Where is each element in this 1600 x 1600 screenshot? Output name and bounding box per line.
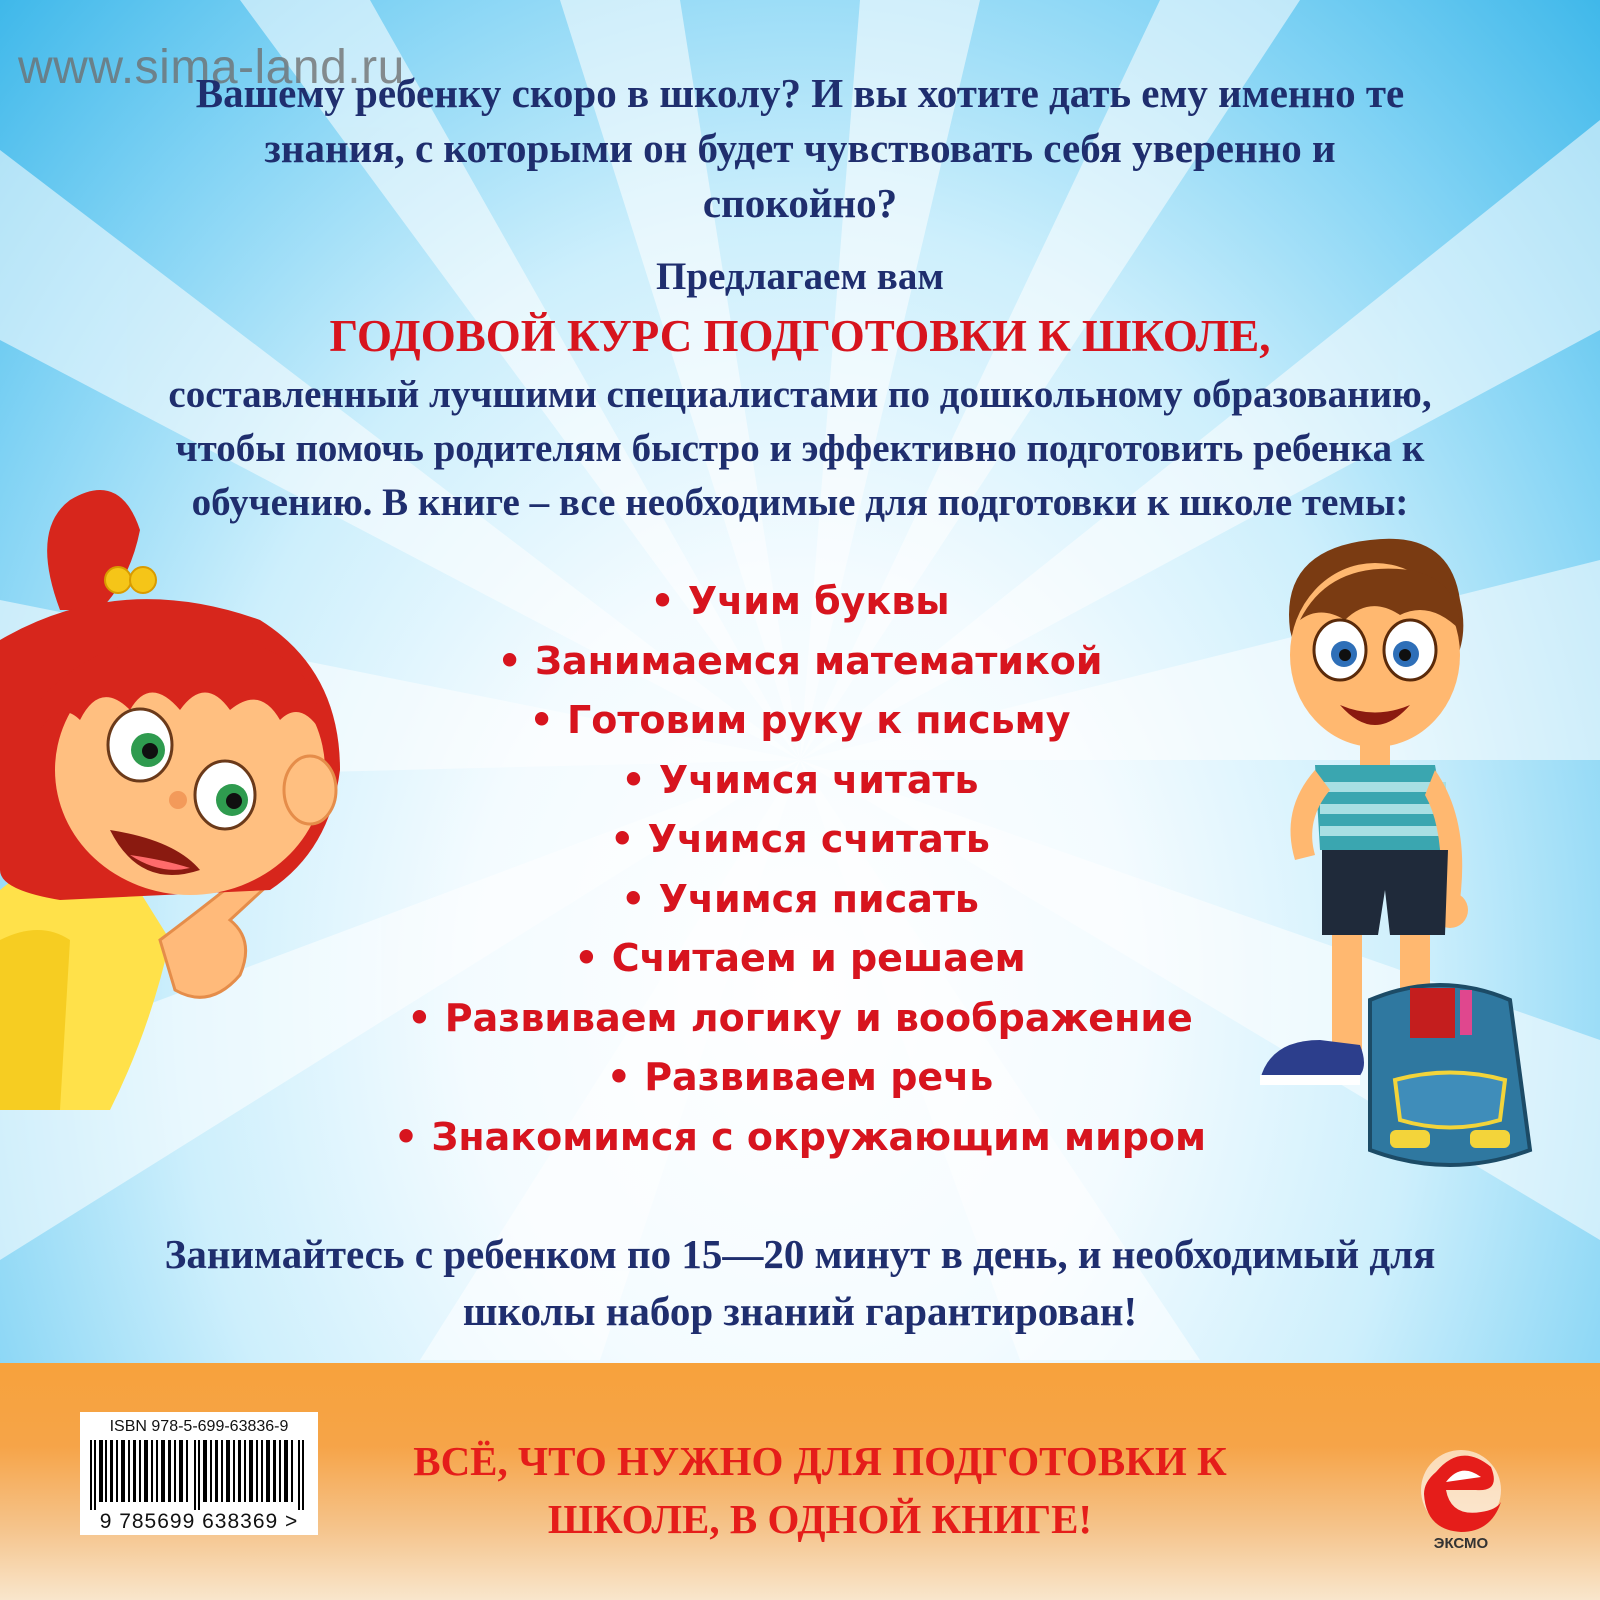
barcode-block [80, 1412, 318, 1535]
offer-description: составленный лучшими специалистами по дошкольному образованию, чтобы помочь родителям быстро и эффективно подготовить ребенка к обучению. В книге – все необходимые для подготовки к школе темы: [168, 373, 1432, 524]
offer-lead: Предлагаем вам [656, 255, 944, 298]
topic-item: • Знакомимся с окружающим миром [393, 1114, 1207, 1159]
topic-item: • Развиваем речь [606, 1055, 994, 1099]
topic-item: • Учим буквы [650, 579, 950, 623]
boy-illustration [1260, 520, 1560, 1200]
topic-item: • Развиваем логику и воображение [407, 995, 1193, 1040]
outro-paragraph: Занимайтесь с ребенком по 15—20 минут в день, и необходимый для школы набор знаний гарантирован! [164, 1231, 1436, 1334]
barcode-icon [90, 1440, 308, 1510]
isbn-text: ISBN 978-5-699-63836-9 [109, 1418, 289, 1435]
intro-paragraph: Вашему ребенку скоро в школу? И вы хотите дать ему именно те знания, с которыми он будет чувствовать себя уверенно и спокойно? [195, 70, 1405, 226]
topic-item: • Готовим руку к письму [529, 698, 1071, 742]
topics-list [300, 572, 1300, 1167]
topic-item: • Учимся читать [621, 757, 979, 802]
course-title: ГОДОВОЙ КУРС ПОДГОТОВКИ К ШКОЛЕ, [329, 311, 1271, 361]
topic-item: • Учимся считать [610, 817, 990, 861]
girl-illustration [0, 470, 380, 1110]
slogan: ВСЁ, ЧТО НУЖНО ДЛЯ ПОДГОТОВКИ К ШКОЛЕ, В ОДНОЙ КНИГЕ! [413, 1438, 1227, 1542]
site-watermark: www.sima-land.ru [18, 41, 405, 94]
publisher-name: ЭКСМО [1433, 1535, 1489, 1552]
topic-item: • Считаем и решаем [574, 936, 1026, 980]
topic-item: • Занимаемся математикой [497, 638, 1103, 683]
school-backpack-illustration [1370, 985, 1530, 1165]
topic-item: • Учимся писать [621, 876, 979, 921]
barcode-number: 9 785699 638369 > [99, 1510, 299, 1533]
